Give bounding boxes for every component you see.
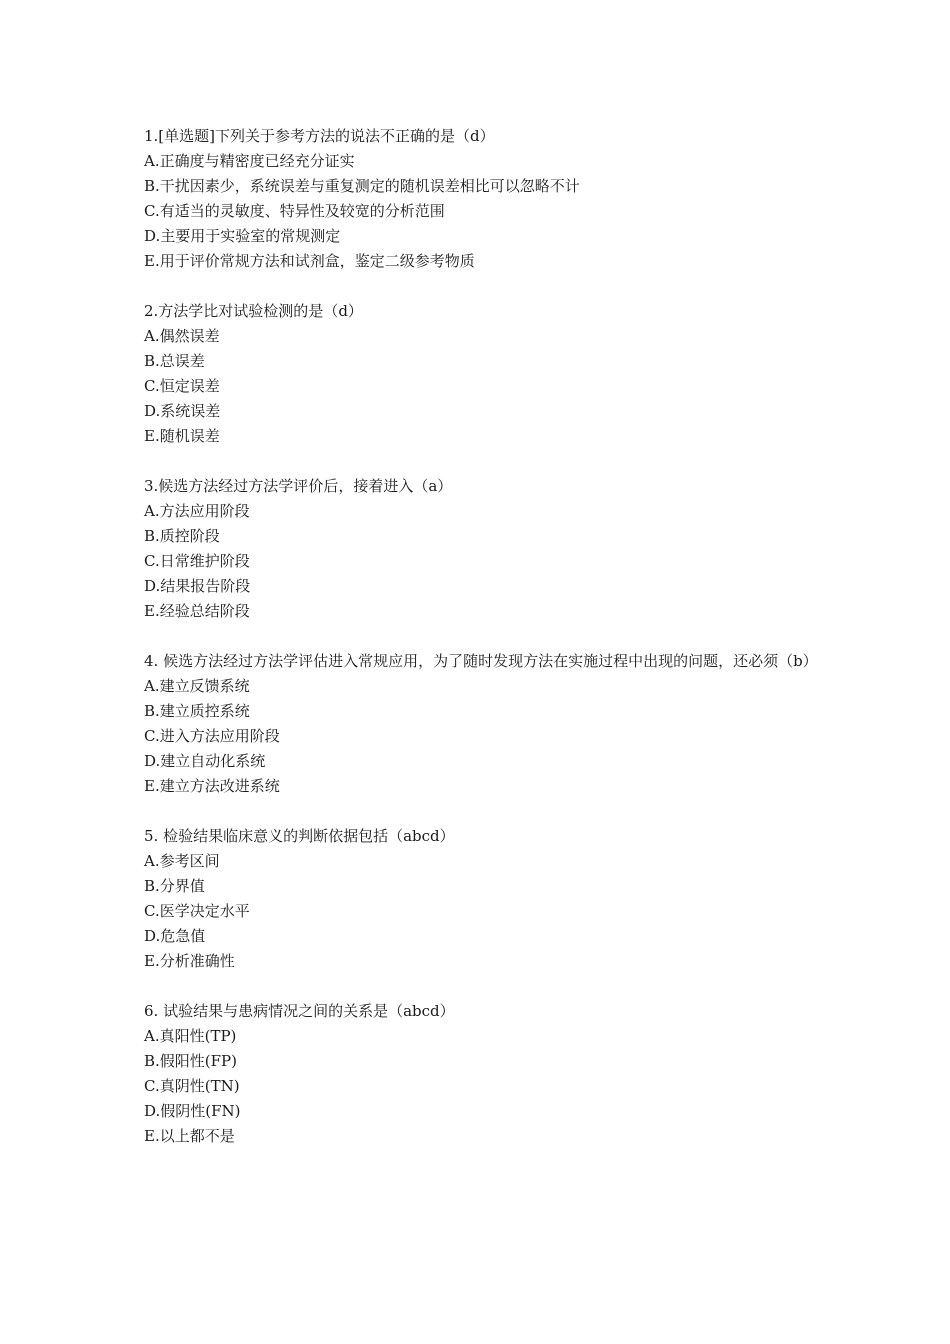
option-a: A.真阳性(TP) bbox=[144, 1027, 237, 1045]
option-b: B.干扰因素少，系统误差与重复测定的随机误差相比可以忽略不计 bbox=[144, 177, 580, 195]
question-2 bbox=[144, 299, 824, 449]
option-b: B.质控阶段 bbox=[144, 527, 220, 545]
option-a: A.方法应用阶段 bbox=[144, 502, 250, 520]
option-b: B.建立质控系统 bbox=[144, 702, 250, 720]
option-c: C.恒定误差 bbox=[144, 377, 220, 395]
option-d: D.建立自动化系统 bbox=[144, 752, 266, 770]
option-a: A.建立反馈系统 bbox=[144, 677, 250, 695]
option-a: A.偶然误差 bbox=[144, 327, 220, 345]
option-e: E.用于评价常规方法和试剂盒，鉴定二级参考物质 bbox=[144, 252, 475, 270]
question-stem: 4. 候选方法经过方法学评估进入常规应用，为了随时发现方法在实施过程中出现的问题，还必须（b） bbox=[144, 652, 818, 670]
option-c: C.进入方法应用阶段 bbox=[144, 727, 280, 745]
question-5 bbox=[144, 824, 824, 974]
option-b: B.假阳性(FP) bbox=[144, 1052, 237, 1070]
option-a: A.正确度与精密度已经充分证实 bbox=[144, 152, 355, 170]
option-c: C.医学决定水平 bbox=[144, 902, 250, 920]
option-c: C.有适当的灵敏度、特异性及较宽的分析范围 bbox=[144, 202, 445, 220]
option-c: C.真阴性(TN) bbox=[144, 1077, 240, 1095]
option-e: E.以上都不是 bbox=[144, 1127, 235, 1145]
option-d: D.结果报告阶段 bbox=[144, 577, 251, 595]
question-stem: 3.候选方法经过方法学评价后，接着进入（a） bbox=[144, 477, 453, 495]
question-stem: 2.方法学比对试验检测的是（d） bbox=[144, 302, 363, 320]
option-e: E.建立方法改进系统 bbox=[144, 777, 280, 795]
option-c: C.日常维护阶段 bbox=[144, 552, 250, 570]
question-stem: 1.[单选题]下列关于参考方法的说法不正确的是（d） bbox=[144, 127, 495, 145]
option-d: D.系统误差 bbox=[144, 402, 221, 420]
option-b: B.总误差 bbox=[144, 352, 205, 370]
question-stem: 6. 试验结果与患病情况之间的关系是（abcd） bbox=[144, 1002, 455, 1020]
question-4 bbox=[144, 649, 824, 799]
option-b: B.分界值 bbox=[144, 877, 205, 895]
document-page bbox=[144, 124, 824, 1174]
question-1 bbox=[144, 124, 824, 274]
option-d: D.危急值 bbox=[144, 927, 206, 945]
question-3 bbox=[144, 474, 824, 624]
option-e: E.随机误差 bbox=[144, 427, 220, 445]
question-6 bbox=[144, 999, 824, 1149]
option-e: E.分析准确性 bbox=[144, 952, 235, 970]
option-e: E.经验总结阶段 bbox=[144, 602, 250, 620]
question-stem: 5. 检验结果临床意义的判断依据包括（abcd） bbox=[144, 827, 455, 845]
option-d: D.主要用于实验室的常规测定 bbox=[144, 227, 341, 245]
option-d: D.假阴性(FN) bbox=[144, 1102, 241, 1120]
option-a: A.参考区间 bbox=[144, 852, 220, 870]
